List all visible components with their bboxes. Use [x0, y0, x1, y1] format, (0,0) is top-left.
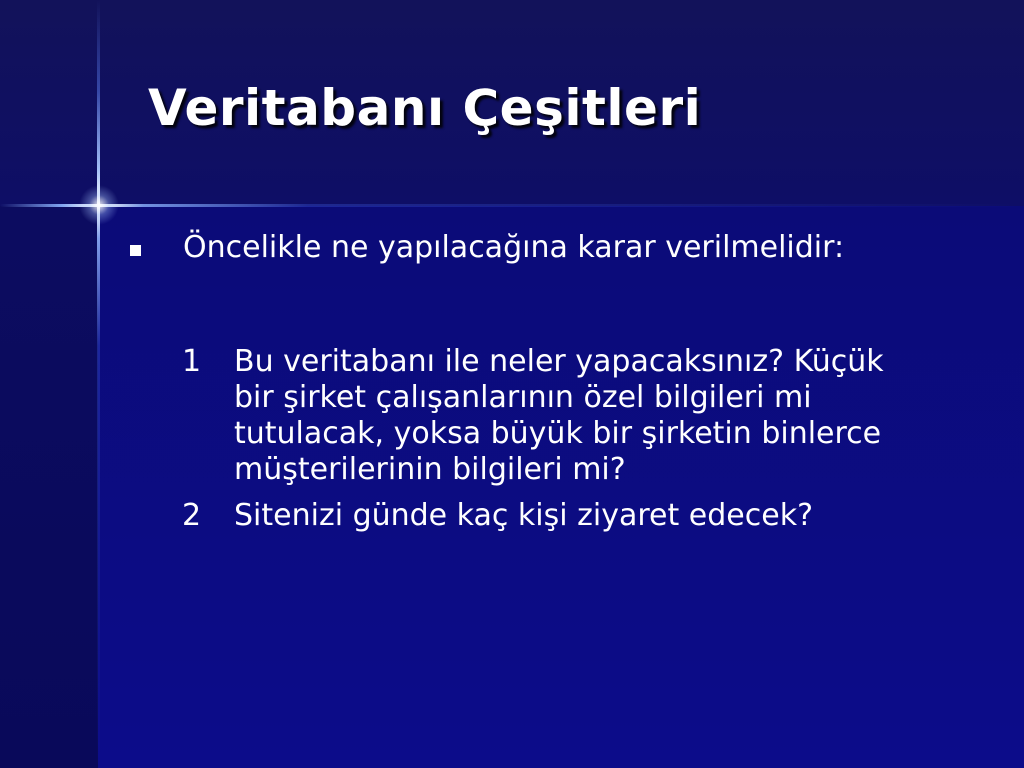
star-sparkle-icon: [79, 185, 119, 225]
list-item-text: Sitenizi günde kaç kişi ziyaret edecek?: [234, 498, 813, 533]
slide-title: Veritabanı Çeşitleri: [148, 79, 702, 137]
list-item-number: 2: [182, 498, 202, 533]
decorative-vertical-line: [97, 0, 100, 768]
numbered-list-item: [180, 498, 900, 534]
slide-left-band: [0, 206, 98, 768]
decorative-horizontal-line: [0, 204, 1024, 207]
numbered-list: [180, 344, 900, 544]
numbered-list-item: [180, 344, 900, 488]
bullet-item: [130, 230, 844, 266]
list-item-number: 1: [182, 344, 202, 379]
list-item-text: Bu veritabanı ile neler yapacaksınız? Küçük bir şirket çalışanlarının özel bilgileri mi tutulacak, yoksa büyük bir şirketin binlerce müşterilerinin bilgileri mi?: [234, 344, 884, 487]
square-bullet-icon: [130, 245, 141, 256]
bullet-text: Öncelikle ne yapılacağına karar verilmelidir:: [183, 230, 845, 265]
